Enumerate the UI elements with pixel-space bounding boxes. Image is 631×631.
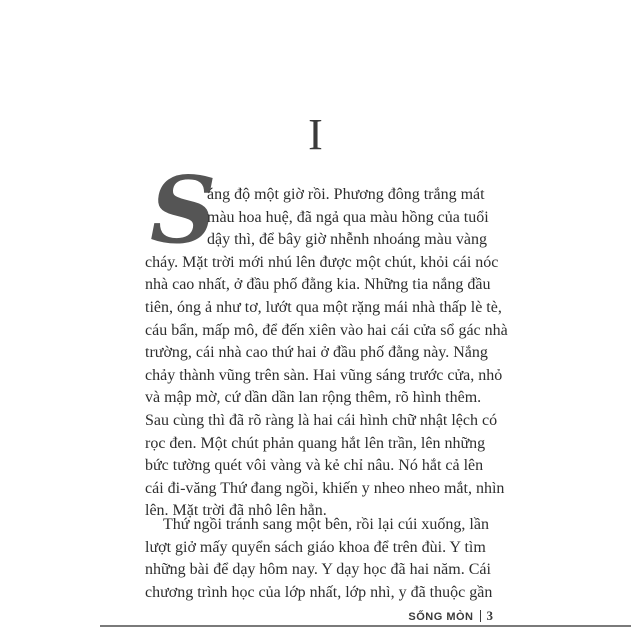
paragraph-line: cháy. Mặt trời mới nhú lên được một chút, khỏi cái nóc xyxy=(145,253,499,271)
paragraph-line: áng độ một giờ rồi. Phương đông trắng mát xyxy=(207,186,485,203)
footer-separator xyxy=(480,610,481,622)
paragraph-line: chảy thành vũng trên sàn. Hai vũng sáng trước cửa, nhỏ xyxy=(145,366,503,384)
paragraph-line: nhà cao nhất, ở đầu phố đằng kia. Những tia nắng đầu xyxy=(145,276,491,294)
footer-rule xyxy=(100,625,631,627)
paragraph-line: tiên, óng ả như tơ, lướt qua một rặng mái nhà thấp lè tè, xyxy=(145,298,502,316)
paragraph-line: trường, cái nhà cao thứ hai ở đầu phố đằng này. Nắng xyxy=(145,344,488,362)
drop-cap: S xyxy=(150,156,217,264)
paragraph-1 xyxy=(145,184,508,523)
paragraph-line: bức tường quét vôi vàng và kẻ chỉ nâu. Nó hắt cả lên xyxy=(145,457,484,475)
running-title: SỐNG MÒN xyxy=(408,611,474,623)
chapter-number: I xyxy=(308,110,323,159)
paragraph-line: lượt giở mấy quyển sách giáo khoa để trên đùi. Y tìm xyxy=(145,538,486,556)
paragraph-line: và mập mờ, cứ dần dần lan rộng thêm, rõ hình thêm. xyxy=(145,389,482,407)
paragraph-line: cái đi-văng Thứ đang ngồi, khiến y nheo nheo mắt, nhìn xyxy=(145,479,505,497)
page-number: 3 xyxy=(486,608,493,623)
paragraph-line: Sau cùng thì đã rõ ràng là hai cái hình chữ nhật lệch có xyxy=(145,411,498,429)
paragraph-line: chương trình học của lớp nhất, lớp nhì, y đã thuộc gần xyxy=(145,583,493,601)
paragraph-line: lên. Mặt trời đã nhô lên hẳn. xyxy=(145,502,327,520)
paragraph-line: Thứ ngồi tránh sang một bên, rồi lại cúi xuống, lần xyxy=(163,516,489,533)
page-footer xyxy=(408,608,493,624)
paragraph-line: dậy thì, để bây giờ nhễnh nhoáng màu vàng xyxy=(207,231,487,249)
paragraph-line: màu hoa huệ, đã ngả qua màu hồng của tuổi xyxy=(207,208,489,226)
paragraph-line: những bài để dạy hôm nay. Y dạy học đã hai năm. Cái xyxy=(145,561,491,579)
paragraph-line: cáu bẩn, mấp mô, để đến xiên vào hai cái cửa sổ gác nhà xyxy=(145,321,508,339)
paragraph-line: rọc đen. Một chút phản quang hắt lên trần, lên những xyxy=(145,434,486,452)
paragraph-2 xyxy=(145,514,492,604)
